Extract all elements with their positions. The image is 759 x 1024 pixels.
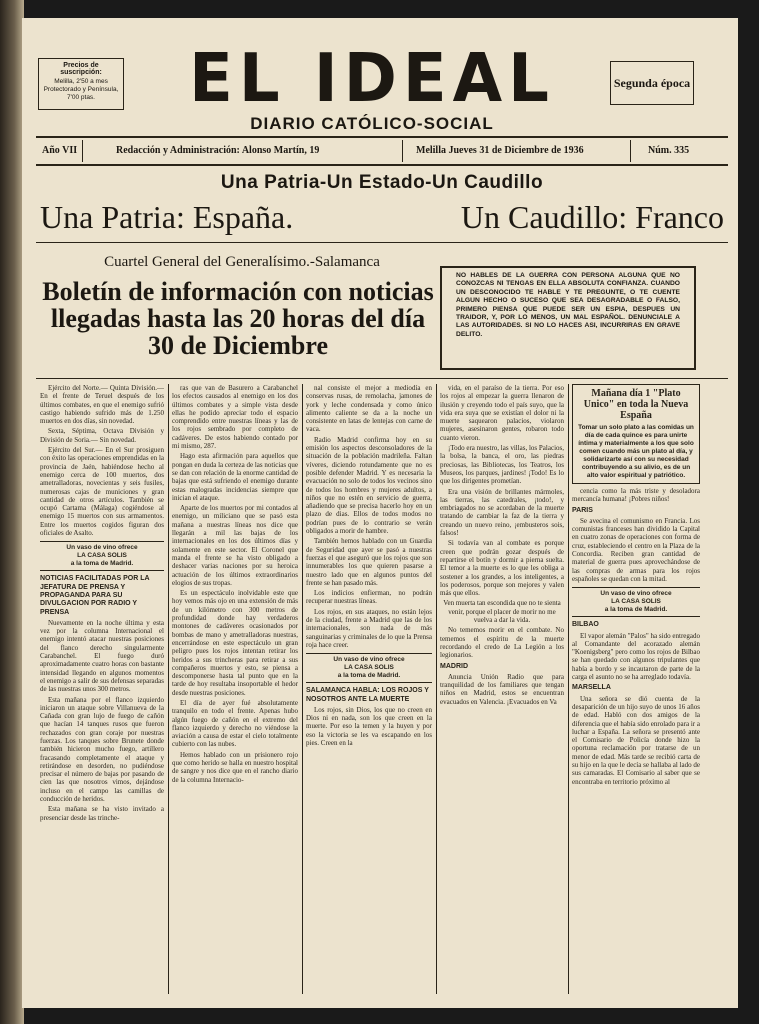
paragraph: Ejército del Norte.— Quinta División.— En el frente de Teruel después de los últimos combates, en que el enemigo sufrió castigo habiendo sufrido más de 1.250 muertos en dos días, sin novedad. (40, 384, 164, 426)
verse: Ven muerta tan escondida que no te sienta venir, porque el placer de morir no me vuelva a dar la vida. (443, 599, 561, 625)
paragraph: También hemos hablado con un Guardia de Seguridad que ayer se pasó a nuestras fuerzas el que aseguró que los rojos que son innumerables los que quieren pasarse a nuestro lado que en algunos puntos del frente se han pasado más. (306, 537, 432, 587)
column-rule (168, 384, 169, 994)
address-label: Redacción y Administración: Alonso Martín, 19 (116, 145, 320, 156)
rule (630, 140, 631, 162)
subscription-title: Precios de suscripción: (60, 62, 102, 76)
main-headline: Boletín de información con noticias llegadas hasta las 20 horas del día 30 de Diciembre (42, 277, 434, 360)
section-heading: MADRID (440, 662, 468, 670)
column-1 (40, 384, 164, 1004)
subscription-text: Melilla, 2'50 a mes Protectorado y Península, 7'00 ptas. (43, 78, 119, 101)
paragraph: Anuncia Unión Radio que para tranquilidad de los familiares que tengan niños en Madrid, estos se encuentran evacuados en Valencia. ¡Evacuados en Va (440, 672, 564, 706)
column-2 (172, 384, 298, 1004)
paragraph: Una señora se dió cuenta de la desaparición de un hijo suyo de unos 16 años de edad. Habló con dos amigos de la diferencia que el había sido enrolado para ir a luchar a España. La señora se presentó ante el Comisario de Policía donde hizo la oportuna reclamación por tratarse de un menor de edad. Más tarde se recibió carta de su hijo en la que le decía se hallaba al lado de sus camaradas. El Comisario al saber que se encontraba en territorio próximo al (572, 694, 700, 786)
rule (82, 140, 83, 162)
masthead-subtitle: DIARIO CATÓLICO-SOCIAL (250, 114, 494, 133)
paragraph: ¡Todo era nuestro, las villas, los Palacios, la bolsa, la banca, el oro, las piedras preciosas, las Bibliotecas, los Teatros, los Museos, los parques, jardines! ¡Todo! Es lo que los dirigentes prometían. (440, 444, 564, 486)
plato-title: Mañana día 1 "Plato Unico" en toda la Nueva España (583, 388, 689, 421)
ad-line-1: Un vaso de vino ofrece (66, 544, 138, 552)
plato-unico-box (572, 384, 700, 484)
ad-line-3: a la toma de Madrid. (337, 672, 401, 680)
notice-text: NO HABLES DE LA GUERRA CON PERSONA ALGUNA QUE NO CONOZCAS NI TENGAS EN ELLA ABSOLUTA CONFIANZA. CUANDO UN DESCONOCIDO TE HABLE Y TE PREGUNTE, O TE CUENTE ALGUN HECHO O SUCESO QUE SEA DESAGRADABLE O FALSO, PRIMERO PIENSA QUE PUEDE SER UN ESPIA, DESPUES UN TRAIDOR, Y, POR LO MENOS, UN MAL ESPAÑOL. DENUNCIALE A LAS AUTORIDADES. SI NO LO HACES ASI, INCURRIRAS EN GRAVE DELITO. (456, 272, 680, 338)
section-heading: SALAMANCA HABLA: LOS ROJOS Y NOSOTROS ANTE LA MUERTE (306, 687, 429, 703)
subscription-box (38, 58, 124, 110)
paragraph: cencia como la más triste y desoladora mercancía humana! ¡Pobres niños! (572, 487, 700, 504)
paragraph: El vapor alemán "Palos" ha sido entregado al Comandante del acorazado alemán "Koenigsberg" pero como los rojos de Bilbao se han quedado con algunos tripulantes que había a bordo y se incautaron de parte de la carga el asunto no se ha arreglado todavía. (572, 631, 700, 682)
info-bar (36, 140, 728, 164)
rule (36, 136, 728, 138)
slogan-line-1: Una Patria-Un Estado-Un Caudillo (220, 172, 544, 193)
epoch-box (610, 61, 694, 105)
rule (402, 140, 403, 162)
epoch-label: Segunda época (613, 75, 691, 90)
masthead-title: EL IDEAL (189, 40, 555, 118)
paragraph: Hemos hablado con un prisionero rojo que como herido se halla en nuestro hospital de sangre y nos dice que en el rancho diario de la columna Internacio- (172, 750, 298, 784)
rule (36, 378, 728, 379)
column-5 (572, 384, 700, 1004)
ad-line-2: LA CASA SOLIS (344, 664, 394, 672)
ad-line-1: Un vaso de vino ofrece (333, 656, 405, 664)
paragraph: Era una visión de brillantes mármoles, las tierras, las catedrales, ¡todo!, y embriagados no se acordaban de la muerte tratando de cambiar la faz de la tierra y creando un nuevo reino, ¡embusteros sois, falsos! (440, 487, 564, 538)
ad-line-2: LA CASA SOLIS (77, 552, 127, 560)
paragraph: Los rojos, sin Dios, los que no creen en Dios ni en nada, son los que creen en la muerte. Por eso la temen y la huyen y por eso la victoria se les va escapando en los pies. Creen en la (306, 705, 432, 747)
paragraph: Radio Madrid confirma hoy en su emisión los aspectos desconsoladores de la situación de la población madrileña. Faltan víveres, diciendo rotundamente que no es posible defender Madrid. Y es necesaria la evacuación no solo de todos los vecinos sino de todos los hombres y mujeres adultos, a niños que no estén en servicio de guerra, añadiendo que se precisa hacerlo hoy en un plazo de dias. Ellos de todos modos no podrían pues de lo contrario se verán obligados a morir de hambre. (306, 435, 432, 536)
ad-line-3: a la toma de Madrid. (604, 606, 668, 614)
paragraph: nal consiste el mejor a mediodía en conservas rusas, de remolacha, jamones de york y leche condensada y como único alimento caliente se da a la noche un consistente en latas de lentejas con carne de vaca. (306, 384, 432, 434)
section-heading: NOTICIAS FACILITADAS POR LA JEFATURA DE PRENSA Y PROPAGANDA PARA SU DIVULGACION POR RADIO Y PRENSA (40, 575, 150, 616)
paragraph: Nuevamente en la noche última y esta vez por la columna Internacional el enemigo intentó atacar nuestras posiciones del flanco derecho singularmente Carabanchel. El fuego duró aproximadamente cuatro horas con bastante intensidad llegando en algunos momentos el enemigo a salir de sus defensas separadas de las nuestras unos 300 metros. (40, 618, 164, 694)
rule (36, 242, 728, 243)
plato-text: Tomar un solo plato a las comidas un día de cada quince es para unirte íntima y materialmente a los que solo comen cuando más un plato al día, y solidarizarte así con su necesidad contribuyendo a su alivio, es de un alto valor espiritual y patriótico. (578, 424, 694, 479)
paragraph: El día de ayer fué absolutamente tranquilo en todo el frente. Apenas hubo algún fuego de cañón en el extremo del flanco izquierdo y derecho no viéndose la aviación a causa de estar el cielo totalmente cubierto con las nubes. (172, 698, 298, 749)
paragraph: ras que van de Basurero a Carabanchel los efectos causados al enemigo en los dos últimos combates y a simple vista desde ellas he podido apreciar todo el espacio comprendido entre nuestras líneas y las de los rojos sembrado por completo de cadáveres. De estos habiendo contado por mi mismo, 287. (172, 384, 298, 451)
paragraph: Esta mañana por el flanco izquierdo iniciaron un ataque sobre Villanueva de la Cañada con gran lujo de fuego de cañón que hacían 14 tanques rusos que fueron rechazados con gran coraje por nuestras fuerzas. Los tanques sobre Brunete donde también hicieron mucho fuego, artillero fracasando completamente el ataque y retirándose en desorden, no pudiéndose precisar el número de bajas por pasando de cien las que nosotros vimos, dejándose incluso en el campo las camillas de conducción de heridos. (40, 695, 164, 804)
paragraph: Ejército del Sur.— En el Sur prosiguen con éxito las operaciones emprendidas en la provincia de Jaén, habiéndose hecho al enemigo cerca de 100 muertos, dos ametralladoras, novecientas y seis fusiles, numerosas cajas de municiones y gran cantidad de otros artículos. También se ocupó Cartama (Málaga) cogiéndose al enemigo 15 muertos con sus armamentos. Entre los muertos cogidos figuran dos oficiales de Asalto. (40, 446, 164, 538)
date-label: Melilla Jueves 31 de Diciembre de 1936 (416, 145, 584, 156)
column-rule (568, 384, 569, 994)
paragraph: Aparte de los muertos por mi contados al enemigo, un miliciano que se pasó esta mañana a nuestras líneas nos dice que llegarán a mil las bajas de los internacionales en los dos últimos días y solamente en este sector. El Coronel que manda el frente se ha visto obligado a deshacer varias naciones por su heroica actuación de los últimos extraordinarios elogios de sus tropas. (172, 504, 298, 587)
year-label: Año VII (42, 145, 78, 156)
column-3 (306, 384, 432, 1004)
column-rule (302, 384, 303, 994)
paragraph: No tememos morir en el combate. No tememos el espíritu de la muerte recordando el credo de La Legión a los legionarios. (440, 626, 564, 660)
number-label: Núm. 335 (648, 145, 690, 156)
newspaper-page (22, 18, 738, 1008)
ad-line-2: LA CASA SOLIS (611, 598, 661, 606)
paragraph: Los indicios enfierman, no podrán recuperar nuestras líneas. (306, 589, 432, 606)
section-heading: BILBAO (572, 621, 599, 629)
paragraph: Se avecina el comunismo en Francia. Los comunistas franceses han dividido la Capital en cuatro zonas de operaciones con forma de cruz, estableciendo el centro en la Plaza de la Concordia. Reciben gran cantidad de material de guerra pues aprovechándose de las compras de armas para los rojos españoles se quedan con la mitad. (572, 516, 700, 583)
paragraph: Esta mañana se ha visto invitado a presenciar desde las trinche- (40, 805, 164, 822)
ad-line-3: a la toma de Madrid. (70, 560, 134, 568)
section-heading: MARSELLA (572, 684, 611, 692)
wine-ad (306, 653, 432, 683)
wine-ad (40, 541, 164, 571)
ad-line-1: Un vaso de vino ofrece (600, 590, 672, 598)
rule (36, 164, 728, 166)
slogan-right: Un Caudillo: Franco (460, 199, 724, 235)
section-heading: PARIS (572, 506, 593, 514)
paragraph: Es un espectáculo inolvidable este que hoy vemos más ojo en una extensión de más de un kilómetro con 300 metros de profundidad donde hay verdaderos montones de cadáveres ocasionados por bombas de mano y ametralladoras nuestras, encerrándose en este espectáculo un gran peligro pues los rojos intentan retirar los heridos a sus trincheras para retirar a sus compañeros muertos y esto, se piensa a descomponerse hasta tal punto que en la tarde de hoy resultaba insoportable el hedor desde nuestras posiciones. (172, 589, 298, 697)
paragraph: vida, en el paraíso de la tierra. Por eso los rojos al empezar la guerra llenaron de ilusión y creyendo todo el país suyo, que la vida era suya que se existían el dolor ni la muerte saquearon palacios, violaron mujeres, asesinaron gentes, robaron todo cuanto vieron. (440, 384, 564, 442)
column-rule (436, 384, 437, 994)
kicker: Cuartel General del Generalísimo.-Salamanca (104, 254, 380, 270)
slogan-left: Una Patria: España. (40, 199, 294, 235)
notice-box (440, 266, 696, 370)
paragraph: Los rojos, en sus ataques, no están lejos de la ciudad, frente a Madrid que las de los internacionales, son nada de más sanguinarias y criminales de lo que la Prensa roja hace creer. (306, 607, 432, 649)
paragraph: Si todavía van al combate es porque creen que podrán gozar después de repartirse el botín y dormir a pierna suelta. El temor a la muerte es lo que les obliga a sostener a los grandes, a los inteligentes, a los poderosos, porque son mejores y valen más que ellos. (440, 539, 564, 598)
wine-ad (572, 587, 700, 617)
column-4 (440, 384, 564, 1004)
paragraph: Hago esta afirmación para aquellos que pongan en duda la certeza de las noticias que se dan con relación de la enorme cantidad de bajas que está sufriendo el enemigo durante estas malogradas incidencias siempre que inician el ataque. (172, 452, 298, 502)
paragraph: Sexta, Séptima, Octava División y División de Soria.— Sin novedad. (40, 427, 164, 444)
book-spine-shadow (0, 0, 24, 1024)
